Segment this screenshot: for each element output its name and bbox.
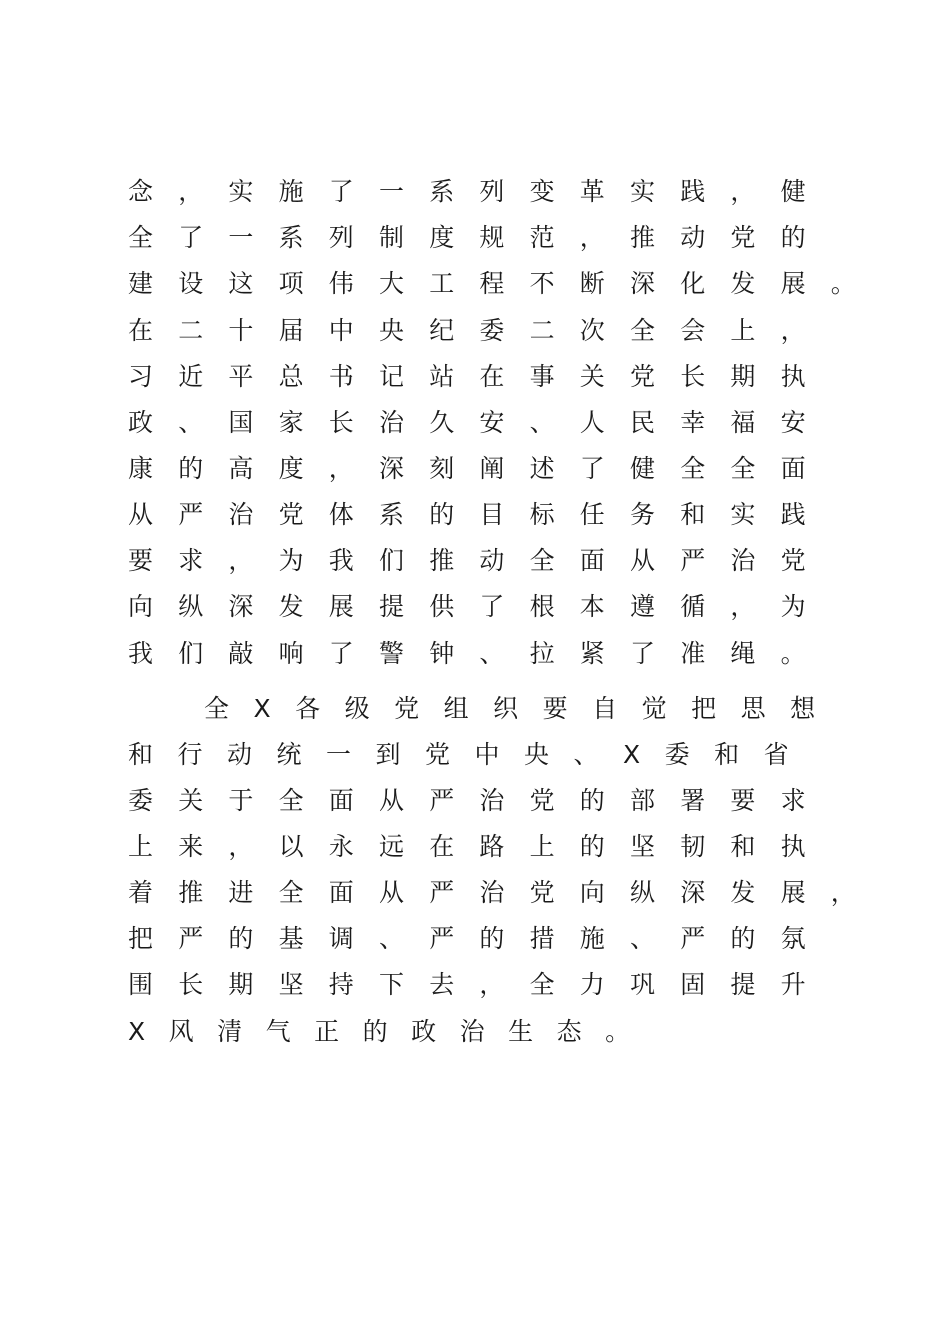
text-line: 和行动统一到党中央、X委和省 <box>128 740 814 769</box>
text-line: 围长期坚持下去，全力巩固提升 <box>128 970 831 999</box>
text-line: 着推进全面从严治党向纵深发展， <box>128 878 882 907</box>
text-line: 念，实施了一系列变革实践，健 <box>128 177 831 206</box>
text-line: 习近平总书记站在事关党长期执 <box>128 362 831 391</box>
text-line: 全X各级党组织要自觉把思想 <box>204 694 840 723</box>
text-line: 上来，以永远在路上的坚韧和执 <box>128 832 831 861</box>
text-line: 把严的基调、严的措施、严的氛 <box>128 924 831 953</box>
text-line: 我们敲响了警钟、拉紧了准绳。 <box>128 639 831 668</box>
text-line: 委关于全面从严治党的部署要求 <box>128 786 831 815</box>
text-line: 向纵深发展提供了根本遵循，为 <box>128 592 831 621</box>
text-line: 康的高度，深刻阐述了健全全面 <box>128 454 831 483</box>
text-line: 在二十届中央纪委二次全会上， <box>128 316 831 345</box>
text-line: 从严治党体系的目标任务和实践 <box>128 500 831 529</box>
text-line: 全了一系列制度规范，推动党的 <box>128 223 831 252</box>
text-line: 政、国家长治久安、人民幸福安 <box>128 408 831 437</box>
text-line: 建设这项伟大工程不断深化发展。 <box>128 269 882 298</box>
text-line: X风清气正的政治生态。 <box>128 1017 654 1046</box>
text-line: 要求，为我们推动全面从严治党 <box>128 546 831 575</box>
